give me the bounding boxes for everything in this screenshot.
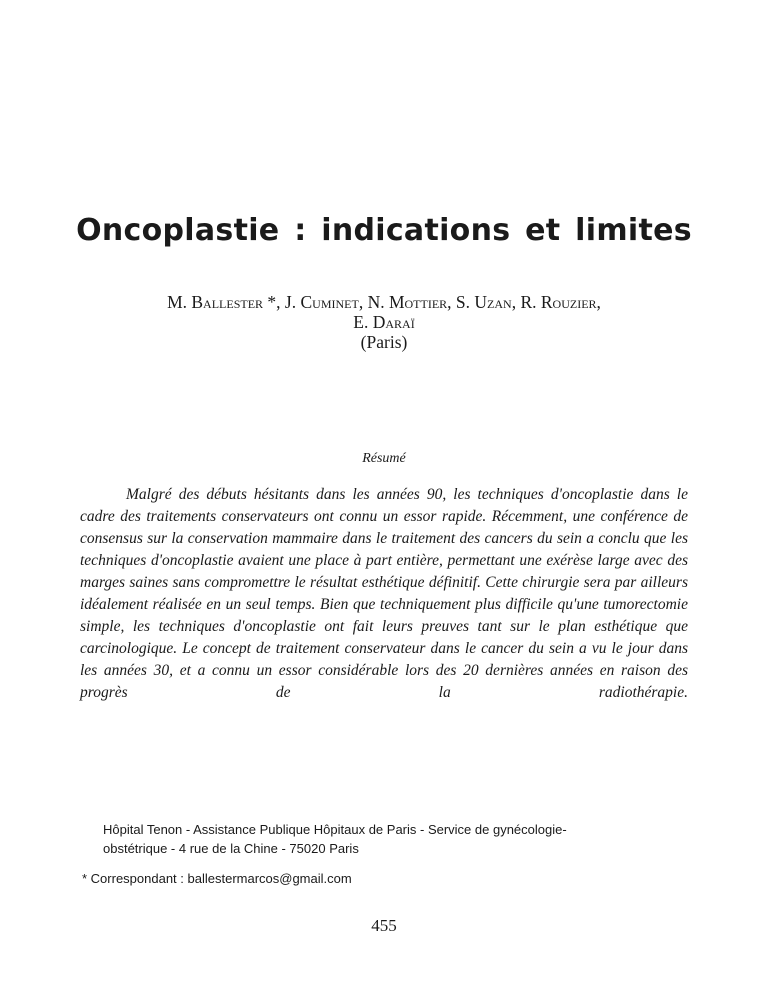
article-title: Oncoplastie : indications et limites	[76, 213, 692, 248]
affiliation	[103, 820, 663, 858]
author-list: M. Ballester *, J. Cuminet, N. Mottier, S. Uzan, R. Rouzier,	[167, 292, 601, 312]
page-number: 455	[371, 916, 397, 935]
correspondence-note: * Correspondant : ballestermarcos@gmail.com	[82, 871, 352, 886]
affiliation-line: Hôpital Tenon - Assistance Publique Hôpitaux de Paris - Service de gynécologie-	[103, 822, 567, 837]
author-location: (Paris)	[360, 332, 408, 352]
author-list-continued: E. Daraï	[353, 312, 415, 332]
abstract-heading: Résumé	[362, 451, 406, 466]
author-block	[80, 292, 688, 352]
abstract-text: Malgré des débuts hésitants dans les années 90, les techniques d'oncoplastie dans le cadre des traitements conservateurs ont connu un essor rapide. Récemment, une conférence de consensus sur la conservation mammaire dans le traitement des cancers du sein a conclu que les techniques d'oncoplastie avaient une place à part entière, permettant une exérèse large avec des marges saines sans compromettre le résultat esthétique définitif. Cette chirurgie sera par ailleurs idéalement réalisée en un seul temps. Bien que techniquement plus difficile qu'une tumorectomie simple, les techniques d'oncoplastie ont fait leurs preuves tant sur le plan esthétique que carcinologique. Le concept de traitement conservateur dans le cancer du sein a vu le jour dans les années 30, et a connu un essor considérable lors des 20 dernières années en raison des progrès de la radiothérapie.	[80, 486, 688, 701]
affiliation-line: obstétrique - 4 rue de la Chine - 75020 Paris	[103, 841, 359, 856]
